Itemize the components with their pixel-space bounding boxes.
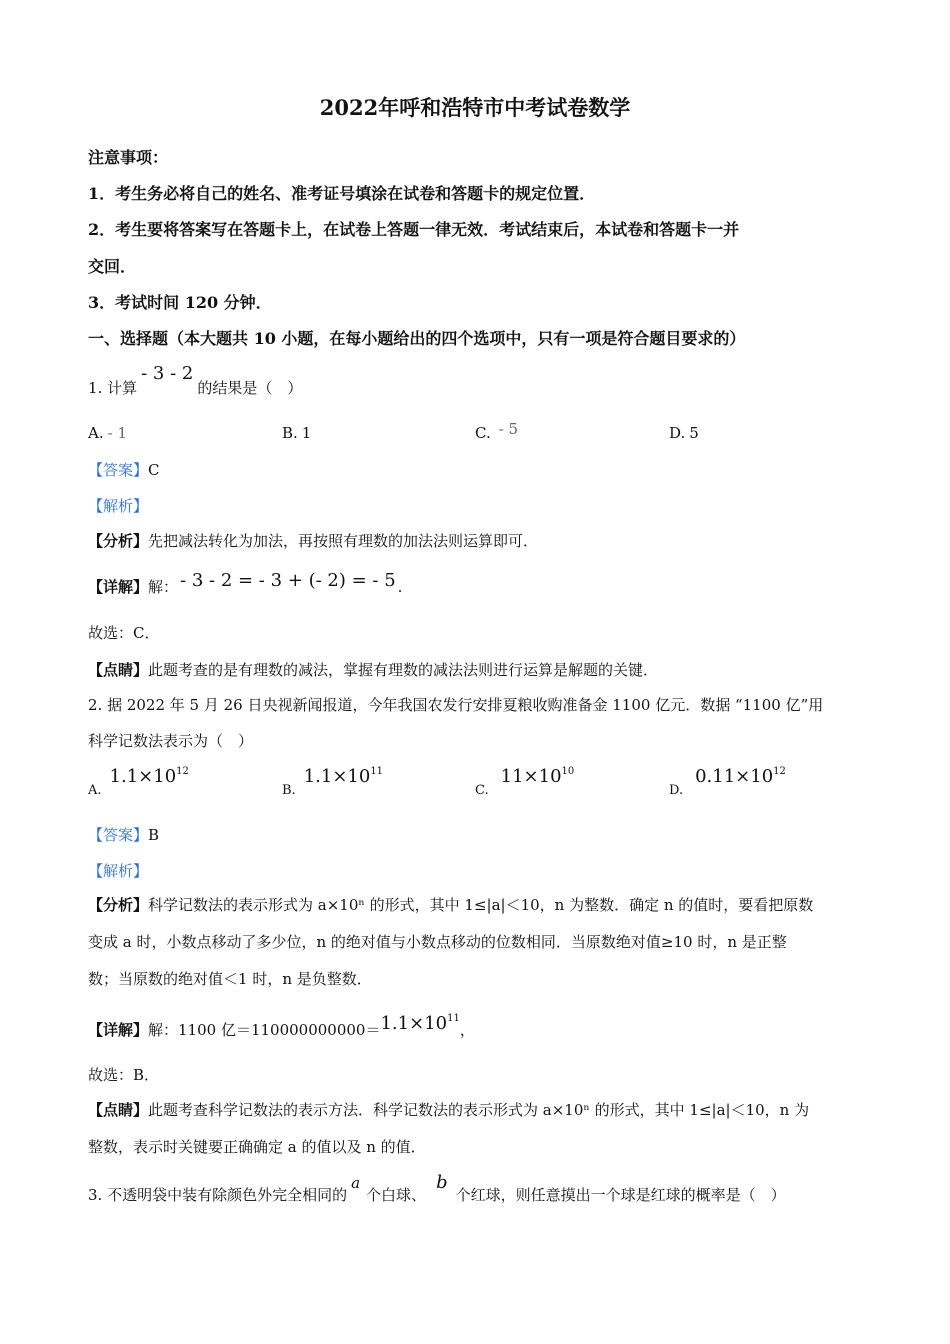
notice-item-2: 2．考生要将答案写在答题卡上，在试卷上答题一律无效．考试结束后，本试卷和答题卡一并: [88, 220, 740, 239]
q3-stem: 3. 不透明袋中装有除颜色外完全相同的a个白球、b个红球，则任意摸出一个球是红球的概率是（ ）: [88, 1172, 786, 1204]
q2-comment-line1: 【点睛】此题考查科学记数法的表示方法．科学记数法的表示形式为 a×10ⁿ 的形式，其中 1≤|a|＜10，n 为: [88, 1101, 810, 1119]
q2-choose: 故选：B．: [88, 1066, 160, 1084]
q2-analysis-line1: 【分析】科学记数法的表示形式为 a×10ⁿ 的形式，其中 1≤|a|＜10，n 为整数．确定 n 的值时，要看把原数: [88, 896, 814, 914]
q2-option-d: $D.0.11\times 10^{12}$: [669, 766, 786, 798]
q2-stem-line2: 科学记数法表示为（ ）: [88, 732, 254, 750]
q1-detail: 【详解】解： - 3 - 2 = - 3 + (- 2) = - 5 .: [88, 570, 403, 596]
q1-stem-suffix: 的结果是（ ）: [197, 379, 303, 397]
q1-stem-prefix: 1. 计算: [88, 379, 138, 397]
q1-analysis: 【分析】先把减法转化为加法，再按照有理数的加法法则运算即可．: [88, 532, 539, 550]
notice-item-2-cont: 交回．: [88, 257, 137, 276]
q3-var-b: b: [436, 1172, 448, 1193]
q2-detail: 【详解】解：1100 亿$=110000000000=1.1\times 10^{11}$，: [88, 1013, 475, 1039]
q1-option-a: A. - 1: [88, 424, 127, 442]
q1-stem: [88, 363, 303, 399]
q2-jiexi-label: 【解析】: [88, 862, 149, 880]
q1-expression: - 3 - 2: [141, 363, 194, 384]
page-title: 2022年呼和浩特市中考试卷数学: [319, 95, 631, 120]
q2-option-c: $C.11\times 10^{10}$: [475, 766, 575, 798]
q1-jiexi-label: 【解析】: [88, 497, 149, 515]
q1-comment: 【点睛】此题考查的是有理数的减法，掌握有理数的减法法则进行运算是解题的关键．: [88, 661, 659, 679]
q2-stem-line1: 2. 据 2022 年 5 月 26 日央视新闻报道，今年我国农发行安排夏粮收购准备金 1100 亿元．数据 “1100 亿”用: [88, 696, 824, 714]
q2-answer: 【答案】B: [88, 826, 160, 844]
q2-analysis-line3: 数；当原数的绝对值＜1 时，n 是负整数．: [88, 970, 372, 988]
q1-answer: 【答案】C: [88, 461, 160, 479]
q1-choose: 故选：C．: [88, 624, 160, 642]
q1-option-d: D. 5: [669, 424, 699, 442]
q1-option-b: B. 1: [282, 424, 312, 442]
q3-var-a: a: [351, 1174, 361, 1192]
q1-option-c: C. - 5: [475, 420, 519, 442]
q1-detail-expression: - 3 - 2 = - 3 + (- 2) = - 5: [180, 570, 396, 591]
q2-analysis-line2: 变成 a 时，小数点移动了多少位，n 的绝对值与小数点移动的位数相同．当原数绝对值≥10 时，n 是正整: [88, 933, 787, 951]
q2-comment-line2: 整数，表示时关键要正确确定 a 的值以及 n 的值．: [88, 1138, 426, 1156]
notice-heading: 注意事项：: [88, 148, 169, 167]
q2-option-b: $B.1.1\times 10^{11}$: [282, 766, 384, 798]
notice-item-3: 3．考试时间 120 分钟．: [88, 293, 272, 312]
q2-option-a: $A.1.1\times 10^{12}$: [88, 766, 189, 798]
section-heading: 一、选择题（本大题共 10 小题，在每小题给出的四个选项中，只有一项是符合题目要求的）: [88, 329, 746, 348]
notice-item-1: 1．考生务必将自己的姓名、准考证号填涂在试卷和答题卡的规定位置．: [88, 184, 596, 203]
